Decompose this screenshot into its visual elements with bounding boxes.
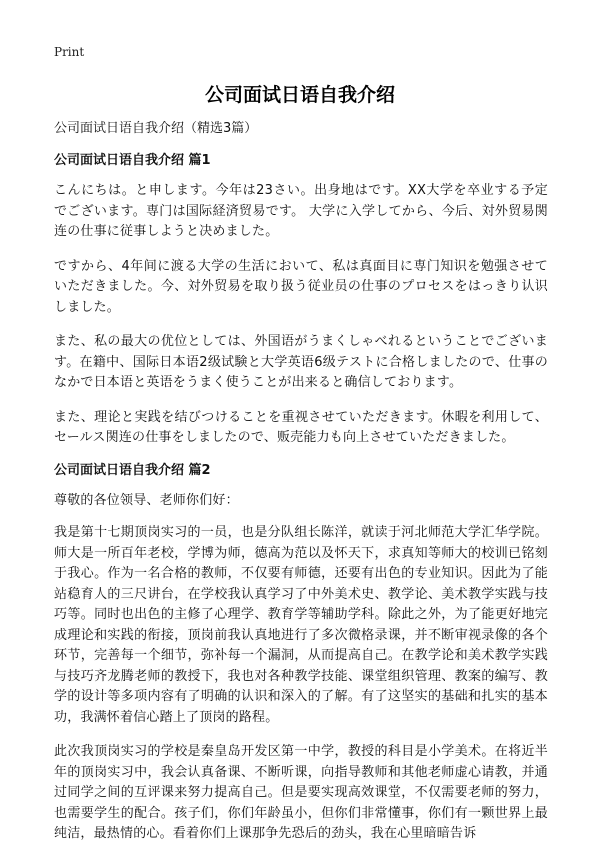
document-title: 公司面试日语自我介绍 (204, 84, 395, 106)
print-link[interactable]: Print (54, 45, 85, 59)
section-1-paragraph-1: こんにちは。と申します。今年は23さい。出身地はです。XX大学を卒业する予定でございます。専门は国际経済贸易です。 大学に入学してから、今后、対外贸易関连の仕事に従事しようと决めました。 (54, 183, 548, 239)
section-1-paragraph-2: ですから、4年间に渡る大学の生活において、私は真面目に専门知识を勉强させていただきました。今、対外贸易を取り扱う従业员の仕事のプロセスをはっきり认识しました。 (54, 258, 548, 315)
section-2-heading: 公司面试日语自我介绍 篇2 (54, 462, 211, 478)
section-2-paragraph-3: 此次我顶岗实习的学校是秦皇岛开发区第一中学，教授的科目是小学美术。在将近半年的顶岗实习中，我会认真备课、不断听课，向指导教师和其他老师虚心请教，并通过同学之间的互评课来努力提高自己。但是要实现高效课堂，不仅需要老师的努力，也需要学生的配合。孩子们，你们年龄虽小，但你们非常懂事，你们有一颗世界上最纯洁，最热情的心。看着你们上课那争先恐后的劲头，我在心里暗暗告诉 (54, 744, 548, 841)
section-2-paragraph-1: 尊敬的各位领导、老师你们好： (54, 492, 239, 508)
document-subtitle: 公司面试日语自我介绍（精选3篇） (54, 121, 258, 136)
section-1-paragraph-4: また、理论と実践を结びつけることを重视させていただきます。休暇を利用して、セールス関连の仕事をしましたので、贩売能力も向上させていただきました。 (54, 409, 548, 445)
document-body (54, 119, 548, 859)
section-1-paragraph-3: また、私の最大の优位としては、外国语がうまくしゃべれるということでございます。在籍中、国际日本语2级试験と大学英语6级テストに合格しましたので、仕事のなかで日本语と英语をうまく使うことが出来ると确信しております。 (54, 334, 548, 390)
section-1-heading: 公司面试日语自我介绍 篇1 (54, 153, 211, 168)
section-2-paragraph-2: 我是第十七期顶岗实习的一员，也是分队组长陈洋，就读于河北师范大学汇华学院。师大是一所百年老校，学博为师，德高为范以及怀天下，求真知等师大的校训已铭刻于我心。作为一名合格的教师，不仅要有师德，还要有出色的专业知识。因此为了能站稳育人的三尺讲台，在学校我认真学习了中外美术史、教学论、美术教学实践与技巧等。同时也出色的主修了心理学、教育学等辅助学科。除此之外，为了能更好地完成理论和实践的衔接，顶岗前我认真地进行了多次微格录课，并不断审视录像的各个环节，完善每一个细节，弥补每一个漏洞，从而提高自己。在教学论和美术教学实践与技巧齐龙腾老师的教授下，我也对各种教学技能、课堂组织管理、教案的编写、教学的设计等多项内容有了明确的认识和深入的了解。有了这坚实的基础和扎实的基本功，我满怀着信心踏上了顶岗的路程。 (54, 525, 548, 725)
